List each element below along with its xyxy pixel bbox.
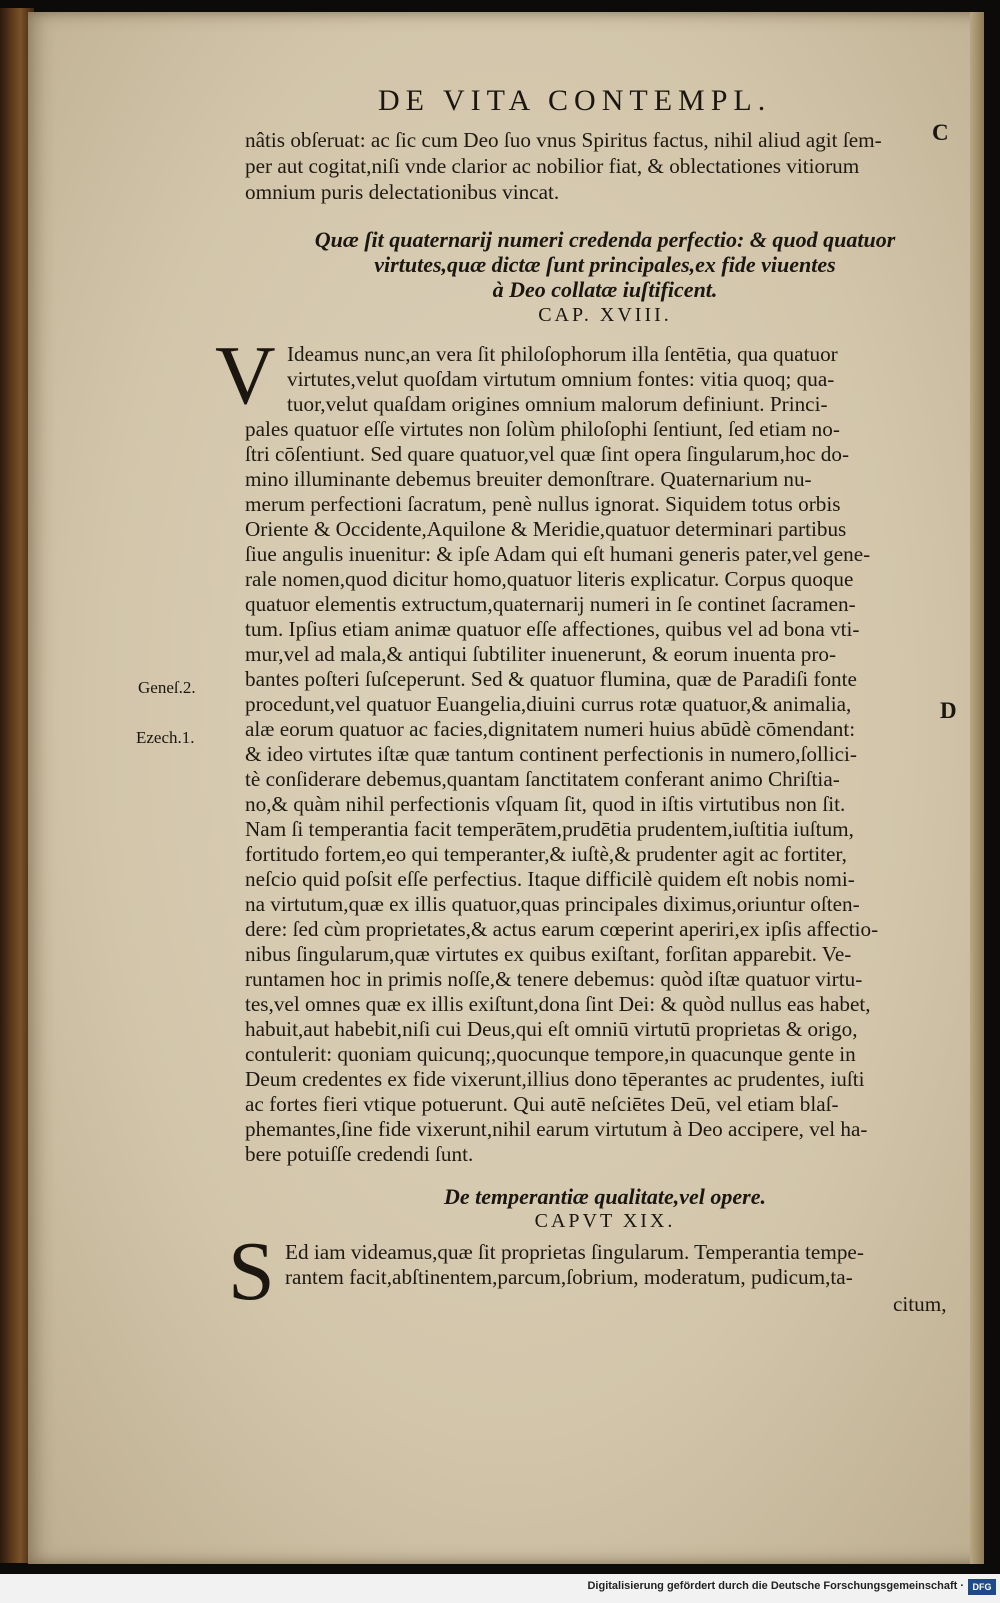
book-page bbox=[28, 12, 984, 1564]
text-line: ac fortes fieri vtique potuerunt. Qui autē neſciētes Deū, vel etiam blaſ- bbox=[245, 1092, 839, 1116]
text-line: runtamen hoc in primis noſſe,& tenere debemus: quòd iſtæ quatuor virtu- bbox=[245, 967, 863, 991]
dfg-credit: Digitalisierung gefördert durch die Deutsche Forschungsgemeinschaft · bbox=[587, 1580, 964, 1592]
text-line: bere potuiſſe credendi ſunt. bbox=[245, 1142, 474, 1166]
marginal-note-genesis: Geneſ.2. bbox=[138, 678, 196, 697]
margin-marker-d: D bbox=[940, 698, 957, 723]
text-line: contulerit: quoniam quicunq;,quocunque tempore,in quacunque gente in bbox=[245, 1042, 856, 1066]
text-line: habuit,aut habebit,niſi cui Deus,qui eſt omniū virtutū proprietas & origo, bbox=[245, 1017, 858, 1041]
text-line: Nam ſi temperantia facit temperātem,prudētia prudentem,iuſtitia iuſtum, bbox=[245, 817, 854, 841]
text-line: omnium puris delectationibus vincat. bbox=[245, 180, 560, 204]
text-line: tes,vel omnes quæ ex illis exiſtunt,dona ſint Dei: & quòd nullus eas habet, bbox=[245, 992, 871, 1016]
text-line: alæ eorum quatuor ac facies,dignitatem numeri huius abūdè cōmendant: bbox=[245, 717, 856, 741]
text-line: & ideo virtutes iſtæ quæ tantum continent perfectionis in numero,ſollici- bbox=[245, 742, 857, 766]
margin-marker-c: C bbox=[932, 120, 949, 145]
running-head: DE VITA CONTEMPL. bbox=[378, 84, 772, 117]
marginal-note-ezechiel: Ezech.1. bbox=[136, 728, 195, 747]
text-line: na virtutum,quæ ex illis quatuor,quas principales diximus,oriuntur oſten- bbox=[245, 892, 860, 916]
text-line: Oriente & Occidente,Aquilone & Meridie,quatuor determinari partibus bbox=[245, 517, 847, 541]
text-line: tuor,velut quaſdam origines omnium malorum definiunt. Princi- bbox=[287, 392, 828, 416]
text-line: no,& quàm nihil perfectionis vſquam ſit, quod in iſtis virtutibus non ſit. bbox=[245, 792, 846, 816]
text-line: bantes poſteri ſuſceperunt. Sed & quatuor flumina, quæ de Paradiſi fonte bbox=[245, 667, 857, 691]
chapter-18-label: CAP. XVIII. bbox=[538, 304, 672, 326]
chapter-18-heading bbox=[245, 227, 965, 307]
digitization-footer bbox=[0, 1574, 1000, 1603]
text-line: Deum credentes ex fide vixerunt,illius dono tēperantes ac prudentes, iuſti bbox=[245, 1067, 865, 1091]
page-edge bbox=[970, 12, 984, 1564]
text-line: procedunt,vel quatuor Euangelia,diuini currus rotæ quatuor,& animalia, bbox=[245, 692, 852, 716]
text-line: pales quatuor eſſe virtutes non ſolùm philoſophi ſentiunt, ſed etiam no- bbox=[245, 417, 840, 441]
text-line: tum. Ipſius etiam animæ quatuor eſſe affectiones, quibus vel ad bona vti- bbox=[245, 617, 860, 641]
text-line: nibus ſingularum,quæ virtutes ex quibus exiſtant, forſitan apparebit. Ve- bbox=[245, 942, 852, 966]
text-line: Ed iam videamus,quæ ſit proprietas ſingularum. Temperantia tempe- bbox=[285, 1240, 864, 1264]
text-line: neſcio quid poſsit eſſe perfectius. Itaque difficilè quidem eſt nobis nomi- bbox=[245, 867, 855, 891]
text-line: mur,vel ad mala,& antiqui ſubtiliter inuenerunt, & eorum inuenta pro- bbox=[245, 642, 837, 666]
heading-line: Quæ ſit quaternarij numeri credenda perfectio: & quod quatuor bbox=[314, 227, 896, 252]
text-line: rale nomen,quod dicitur homo,quatuor literis explicatur. Corpus quoque bbox=[245, 567, 854, 591]
text-line: ſtri cōſentiunt. Sed quare quatuor,vel quæ ſint opera ſingularum,hoc do- bbox=[245, 442, 850, 466]
text-line: phemantes,ſine fide vixerunt,nihil earum virtutum à Deo accipere, vel ha- bbox=[245, 1117, 868, 1141]
dfg-logo: DFG bbox=[968, 1579, 996, 1595]
drop-cap-v: V bbox=[215, 329, 276, 422]
heading-line: virtutes,quæ dictæ ſunt principales,ex fide viuentes bbox=[374, 252, 836, 277]
text-line: dere: ſed cùm proprietates,& actus earum cœperint aperiri,ex ipſis affectio- bbox=[245, 917, 879, 941]
text-line: nâtis obſeruat: ac ſic cum Deo ſuo vnus Spiritus factus, nihil aliud agit ſem- bbox=[245, 128, 882, 152]
heading-line: à Deo collatæ iuſtificent. bbox=[492, 277, 718, 302]
drop-cap-s: S bbox=[228, 1225, 275, 1318]
text-line: Ideamus nunc,an vera ſit philoſophorum illa ſentētia, qua quatuor bbox=[287, 342, 838, 366]
text-line: quatuor elementis extructum,quaternarij numeri in ſe continet ſacramen- bbox=[245, 592, 856, 616]
text-line: tè conſiderare debemus,quantam ſanctitatem conferant animo Chriſtia- bbox=[245, 767, 840, 791]
text-line: mino illuminante debemus breuiter demonſtrare. Quaternarium nu- bbox=[245, 467, 812, 491]
text-line: virtutes,velut quoſdam virtutum omnium fontes: vitia quoq; qua- bbox=[287, 367, 835, 391]
text-line: citum, bbox=[893, 1292, 947, 1316]
text-line: merum perfectioni ſacratum, penè nullus ignorat. Siquidem totus orbis bbox=[245, 492, 841, 516]
text-line: fortitudo fortem,eo qui temperanter,& iuſtè,& prudenter agit ac fortiter, bbox=[245, 842, 847, 866]
text-line: per aut cogitat,niſi vnde clarior ac nobilior fiat, & oblectationes vitiorum bbox=[245, 154, 860, 178]
heading-line: De temperantiæ qualitate,vel opere. bbox=[444, 1184, 766, 1209]
text-line: ſiue angulis inuenitur: & ipſe Adam qui eſt humani generis pater,vel gene- bbox=[245, 542, 871, 566]
chapter-19-label: CAPVT XIX. bbox=[534, 1210, 676, 1232]
text-line: rantem facit,abſtinentem,parcum,ſobrium, moderatum, pudicum,ta- bbox=[285, 1265, 853, 1289]
